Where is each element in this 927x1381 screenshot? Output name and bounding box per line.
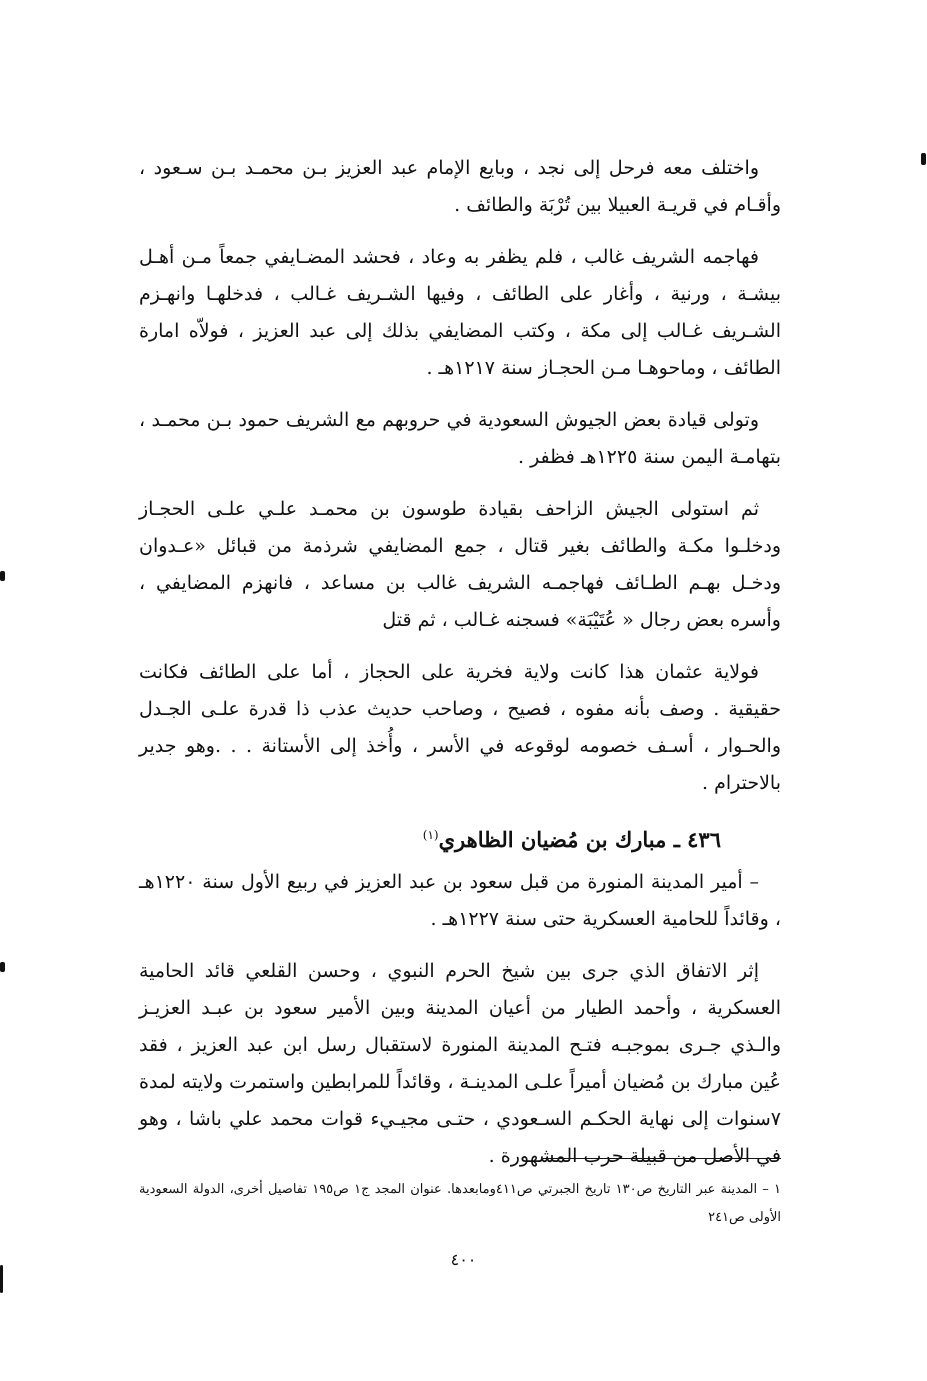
paragraph: فولاية عثمان هذا كانت ولاية فخرية على الحجاز ، أما على الطائف فكانت حقيقية . وصف بأنه مفوه ، فصيح ، وصاحب حديث عذب ذا قدرة علـى الجـدل والحـوار ، أسـف خصومه لوقوعه في الأسر ، وأُخذ إلى الأستانة . . .وهو جدير بالاحترام . (139, 661, 781, 794)
scan-edge-mark (0, 571, 5, 581)
paragraph: ثم استولى الجيش الزاحف بقيادة طوسون بن محمـد علـي علـى الحجـاز ودخلـوا مكـة والطائف بغير قتال ، جمع المضايفي شرذمة من قبائل «عـدوان ودخـل بهـم الطـائف فهاجمـه الشريف غالب بن مساعد ، فانهزم المضايفي ، وأسره بعض رجال « عُتَيْبَة» فسجنه غـالب ، ثم قتل (139, 498, 781, 631)
main-text (139, 150, 781, 1190)
scan-edge-mark (0, 1265, 3, 1293)
page-number: ٤٠٠ (450, 1250, 477, 1269)
footnote: ١ – المدينة عبر التاريخ ص١٣٠ تاريخ الجبرتي ص٤١١ومابعدها. عنوان المجد ج١ ص١٩٥ تفاصيل أخرى، الدولة السعودية الأولى ص٢٤١ (139, 1182, 781, 1225)
entry-heading (139, 817, 781, 858)
footnote-reference: (١) (422, 828, 439, 842)
paragraph: واختلف معه فرحل إلى نجد ، وبايع الإمام عبد العزيز بـن محمـد بـن سـعود ، وأقـام في قريـة العبيلا بين تُرْبَة والطائف . (139, 157, 781, 216)
footnote-divider (543, 1158, 781, 1159)
paragraph: – أمير المدينة المنورة من قبل سعود بن عبد العزيز في ربيع الأول سنة ١٢٢٠هـ ، وقائداً للحامية العسكرية حتى سنة ١٢٢٧هـ . (139, 871, 781, 930)
entry-heading-text: ٤٣٦ ـ مبارك بن مُضيان الظاهري (438, 827, 721, 852)
scan-edge-mark (0, 962, 5, 972)
paragraph: وتولى قيادة بعض الجيوش السعودية في حروبهم مع الشريف حمود بـن محمـد ، بتهامـة اليمن سنة ١٢٢٥هـ فظفر . (139, 409, 781, 468)
paragraph: فهاجمه الشريف غالب ، فلم يظفر به وعاد ، فحشد المضـايفي جمعاً مـن أهـل بيشـة ، ورنية ، وأغار على الطائف ، وفيها الشـريف غـالب ، فدخلهـا وانهـزم الشـريف غـالب إلى مكة ، وكتب المضايفي بذلك إلى عبد العزيز ، فولاّه امارة الطائف ، وماحوهـا مـن الحجـاز سنة ١٢١٧هـ . (139, 246, 781, 379)
paragraph: إثر الاتفاق الذي جرى بين شيخ الحرم النبوي ، وحسن القلعي قائد الحامية العسكرية ، وأحمد الطيار من أعيان المدينة وبين الأمير سعود بن عبـد العزيـز والـذي جـرى بموجبـه فتـح المدينة المنورة لاستقبال رسل ابن عبد العزيز ، فقد عُين مبارك بن مُضيان أميراً علـى المدينـة ، وقائداً للمرابطين واستمرت ولايته لمدة ٧سنوات إلى نهاية الحكـم السـعودي ، حتـى مجيـيء قوات محمد علي باشا ، وهو في الأصل من قبيلة حرب المشهورة . (139, 960, 781, 1167)
scan-edge-mark (921, 153, 926, 165)
